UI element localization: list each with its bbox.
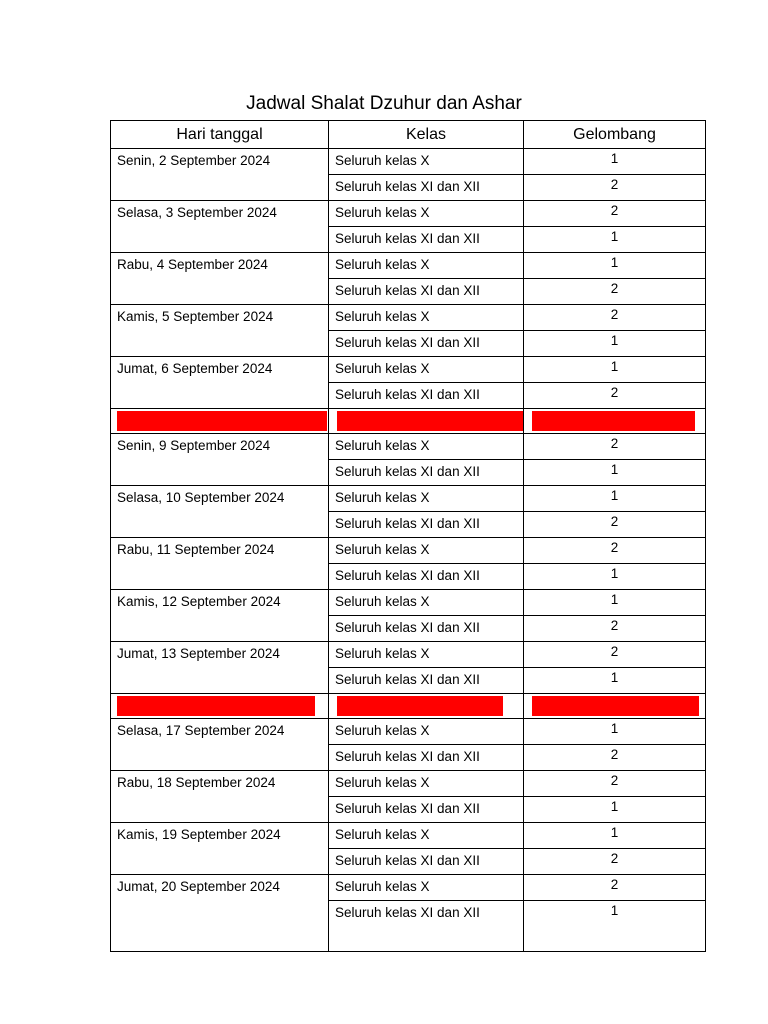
class-name: Seluruh kelas XI dan XII [329, 512, 524, 538]
wave-number: 1 [524, 149, 706, 175]
separator-cell [111, 694, 329, 719]
wave-number: 2 [524, 875, 706, 901]
table-row [111, 434, 706, 460]
table-row [111, 823, 706, 849]
class-name: Seluruh kelas XI dan XII [329, 745, 524, 771]
class-name: Seluruh kelas X [329, 642, 524, 668]
wave-number: 1 [524, 253, 706, 279]
day-date: Kamis, 19 September 2024 [111, 823, 329, 875]
red-separator-bar [532, 696, 699, 716]
wave-number: 1 [524, 668, 706, 694]
red-separator-bar [532, 411, 695, 431]
class-name: Seluruh kelas X [329, 253, 524, 279]
red-separator-bar [337, 411, 523, 431]
class-name: Seluruh kelas X [329, 538, 524, 564]
class-name: Seluruh kelas X [329, 823, 524, 849]
class-name: Seluruh kelas X [329, 357, 524, 383]
table-row [111, 538, 706, 564]
class-name: Seluruh kelas X [329, 149, 524, 175]
class-name: Seluruh kelas XI dan XII [329, 901, 524, 952]
schedule-body [111, 149, 706, 952]
class-name: Seluruh kelas XI dan XII [329, 668, 524, 694]
day-date: Jumat, 13 September 2024 [111, 642, 329, 694]
class-name: Seluruh kelas XI dan XII [329, 175, 524, 201]
wave-number: 1 [524, 901, 706, 952]
day-date: Jumat, 20 September 2024 [111, 875, 329, 952]
table-row [111, 201, 706, 227]
wave-number: 1 [524, 797, 706, 823]
day-date: Senin, 9 September 2024 [111, 434, 329, 486]
class-name: Seluruh kelas X [329, 719, 524, 745]
table-row [111, 875, 706, 901]
wave-number: 1 [524, 331, 706, 357]
page-title: Jadwal Shalat Dzuhur dan Ashar [246, 93, 522, 114]
table-row [111, 253, 706, 279]
wave-number: 2 [524, 538, 706, 564]
wave-number: 1 [524, 460, 706, 486]
separator-cell [111, 409, 329, 434]
class-name: Seluruh kelas XI dan XII [329, 797, 524, 823]
wave-number: 1 [524, 564, 706, 590]
class-name: Seluruh kelas XI dan XII [329, 383, 524, 409]
class-name: Seluruh kelas X [329, 434, 524, 460]
wave-number: 2 [524, 305, 706, 331]
wave-number: 2 [524, 201, 706, 227]
separator-cell [329, 409, 524, 434]
class-name: Seluruh kelas X [329, 486, 524, 512]
table-row [111, 305, 706, 331]
class-name: Seluruh kelas XI dan XII [329, 616, 524, 642]
day-date: Rabu, 18 September 2024 [111, 771, 329, 823]
wave-number: 1 [524, 227, 706, 253]
day-date: Selasa, 17 September 2024 [111, 719, 329, 771]
class-name: Seluruh kelas XI dan XII [329, 460, 524, 486]
table-row [111, 357, 706, 383]
wave-number: 2 [524, 434, 706, 460]
week-separator-row [111, 694, 706, 719]
week-separator-row [111, 409, 706, 434]
red-separator-bar [117, 696, 315, 716]
day-date: Selasa, 10 September 2024 [111, 486, 329, 538]
wave-number: 2 [524, 383, 706, 409]
header-wave: Gelombang [524, 121, 706, 149]
class-name: Seluruh kelas XI dan XII [329, 331, 524, 357]
table-row [111, 771, 706, 797]
wave-number: 1 [524, 590, 706, 616]
table-row [111, 486, 706, 512]
wave-number: 2 [524, 175, 706, 201]
red-separator-bar [117, 411, 327, 431]
separator-cell [329, 694, 524, 719]
table-row [111, 719, 706, 745]
separator-cell [524, 694, 706, 719]
day-date: Selasa, 3 September 2024 [111, 201, 329, 253]
wave-number: 2 [524, 849, 706, 875]
class-name: Seluruh kelas X [329, 201, 524, 227]
header-row [111, 121, 706, 149]
red-separator-bar [337, 696, 503, 716]
class-name: Seluruh kelas XI dan XII [329, 849, 524, 875]
class-name: Seluruh kelas X [329, 771, 524, 797]
wave-number: 2 [524, 616, 706, 642]
class-name: Seluruh kelas X [329, 305, 524, 331]
schedule-table [110, 120, 706, 952]
day-date: Kamis, 5 September 2024 [111, 305, 329, 357]
day-date: Senin, 2 September 2024 [111, 149, 329, 201]
day-date: Kamis, 12 September 2024 [111, 590, 329, 642]
day-date: Rabu, 4 September 2024 [111, 253, 329, 305]
wave-number: 2 [524, 279, 706, 305]
wave-number: 2 [524, 642, 706, 668]
table-row [111, 149, 706, 175]
class-name: Seluruh kelas X [329, 590, 524, 616]
class-name: Seluruh kelas XI dan XII [329, 564, 524, 590]
class-name: Seluruh kelas X [329, 875, 524, 901]
class-name: Seluruh kelas XI dan XII [329, 227, 524, 253]
wave-number: 2 [524, 745, 706, 771]
table-row [111, 642, 706, 668]
wave-number: 1 [524, 823, 706, 849]
wave-number: 2 [524, 512, 706, 538]
header-day: Hari tanggal [111, 121, 329, 149]
table-row [111, 590, 706, 616]
day-date: Rabu, 11 September 2024 [111, 538, 329, 590]
header-class: Kelas [329, 121, 524, 149]
separator-cell [524, 409, 706, 434]
day-date: Jumat, 6 September 2024 [111, 357, 329, 409]
class-name: Seluruh kelas XI dan XII [329, 279, 524, 305]
wave-number: 1 [524, 719, 706, 745]
wave-number: 1 [524, 486, 706, 512]
wave-number: 1 [524, 357, 706, 383]
wave-number: 2 [524, 771, 706, 797]
